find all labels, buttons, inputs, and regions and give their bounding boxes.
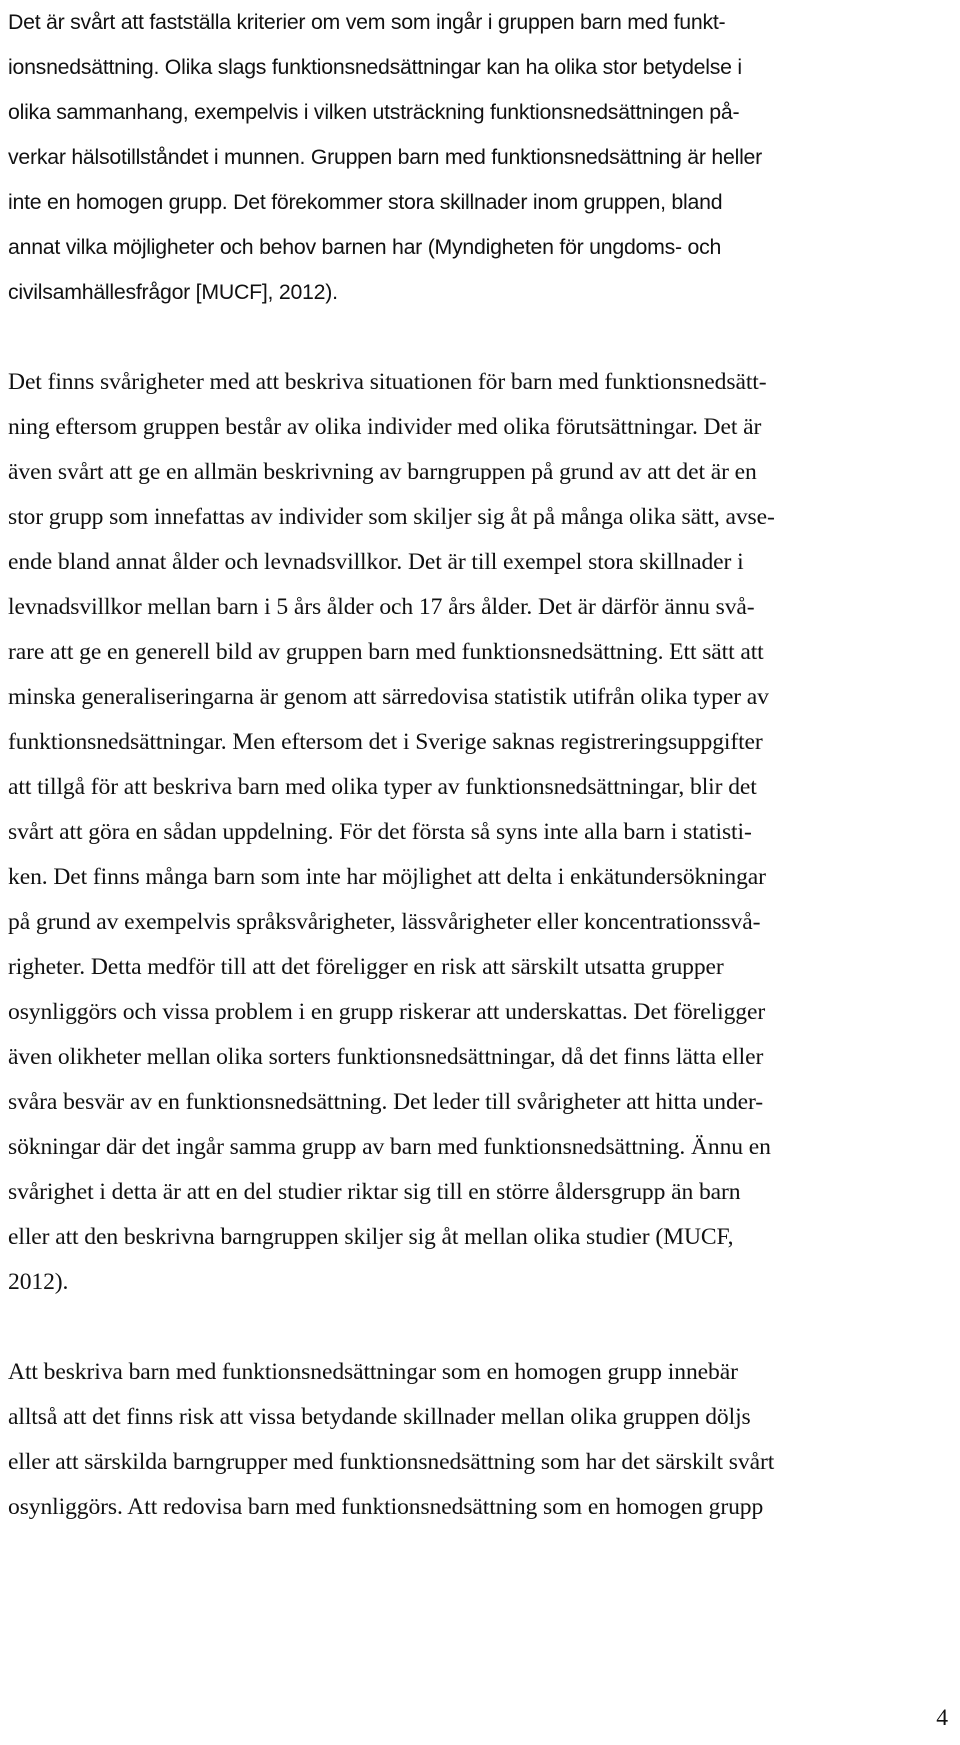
text-line: levnadsvillkor mellan barn i 5 års ålder och 17 års ålder. Det är därför ännu svå-	[8, 594, 755, 620]
text-line: osynliggörs. Att redovisa barn med funktionsnedsättning som en homogen grupp	[8, 1494, 764, 1520]
text-line: Det finns svårigheter med att beskriva situationen för barn med funktionsnedsätt-	[8, 369, 767, 395]
text-line: ende bland annat ålder och levnadsvillkor. Det är till exempel stora skillnader i	[8, 549, 744, 575]
paragraph-criteria	[8, 0, 948, 315]
paragraph-difficulties	[8, 360, 948, 1305]
text-line: minska generaliseringarna är genom att särredovisa statistik utifrån olika typer av	[8, 684, 769, 710]
paragraph-spacer	[8, 315, 948, 360]
text-line: svårt att göra en sådan uppdelning. För det första så syns inte alla barn i statisti-	[8, 819, 752, 845]
text-line: alltså att det finns risk att vissa betydande skillnader mellan olika gruppen döljs	[8, 1404, 751, 1430]
text-line: ken. Det finns många barn som inte har möjlighet att delta i enkätundersökningar	[8, 864, 766, 890]
document-page	[8, 0, 948, 1530]
paragraph-homogeneous-group	[8, 1350, 948, 1530]
text-line: annat vilka möjligheter och behov barnen har (Myndigheten för ungdoms- och	[8, 235, 722, 259]
text-line: 2012).	[8, 1269, 69, 1295]
text-line: ning eftersom gruppen består av olika individer med olika förutsättningar. Det är	[8, 414, 762, 440]
text-line: att tillgå för att beskriva barn med olika typer av funktionsnedsättningar, blir det	[8, 774, 757, 800]
text-line: ionsnedsättning. Olika slags funktionsnedsättningar kan ha olika stor betydelse i	[8, 55, 742, 79]
text-line: även svårt att ge en allmän beskrivning av barngruppen på grund av att det är en	[8, 459, 757, 485]
text-line: på grund av exempelvis språksvårigheter, lässvårigheter eller koncentrationssvå-	[8, 909, 761, 935]
text-line: svårighet i detta är att en del studier riktar sig till en större åldersgrupp än barn	[8, 1179, 741, 1205]
text-line: Att beskriva barn med funktionsnedsättningar som en homogen grupp innebär	[8, 1359, 738, 1385]
text-line: inte en homogen grupp. Det förekommer stora skillnader inom gruppen, bland	[8, 190, 723, 214]
text-line: Det är svårt att fastställa kriterier om vem som ingår i gruppen barn med funkt-	[8, 10, 726, 34]
text-line: olika sammanhang, exempelvis i vilken utsträckning funktionsnedsättningen på-	[8, 100, 740, 124]
text-line: stor grupp som innefattas av individer som skiljer sig åt på många olika sätt, avse-	[8, 504, 775, 530]
text-line: sökningar där det ingår samma grupp av barn med funktionsnedsättning. Ännu en	[8, 1134, 771, 1160]
text-line: eller att särskilda barngrupper med funktionsnedsättning som har det särskilt svårt	[8, 1449, 775, 1475]
text-line: righeter. Detta medför till att det föreligger en risk att särskilt utsatta grupper	[8, 954, 724, 980]
text-line: rare att ge en generell bild av gruppen barn med funktionsnedsättning. Ett sätt att	[8, 639, 764, 665]
text-line: osynliggörs och vissa problem i en grupp riskerar att underskattas. Det föreligger	[8, 999, 766, 1025]
paragraph-spacer	[8, 1305, 948, 1350]
text-line: civilsamhällesfrågor [MUCF], 2012).	[8, 280, 338, 304]
text-line: verkar hälsotillståndet i munnen. Gruppen barn med funktionsnedsättning är heller	[8, 145, 762, 169]
text-line: funktionsnedsättningar. Men eftersom det i Sverige saknas registreringsuppgifter	[8, 729, 763, 755]
text-line: eller att den beskrivna barngruppen skiljer sig åt mellan olika studier (MUCF,	[8, 1224, 734, 1250]
page-number: 4	[936, 1705, 948, 1731]
text-line: även olikheter mellan olika sorters funktionsnedsättningar, då det finns lätta eller	[8, 1044, 764, 1070]
text-line: svåra besvär av en funktionsnedsättning. Det leder till svårigheter att hitta under-	[8, 1089, 764, 1115]
